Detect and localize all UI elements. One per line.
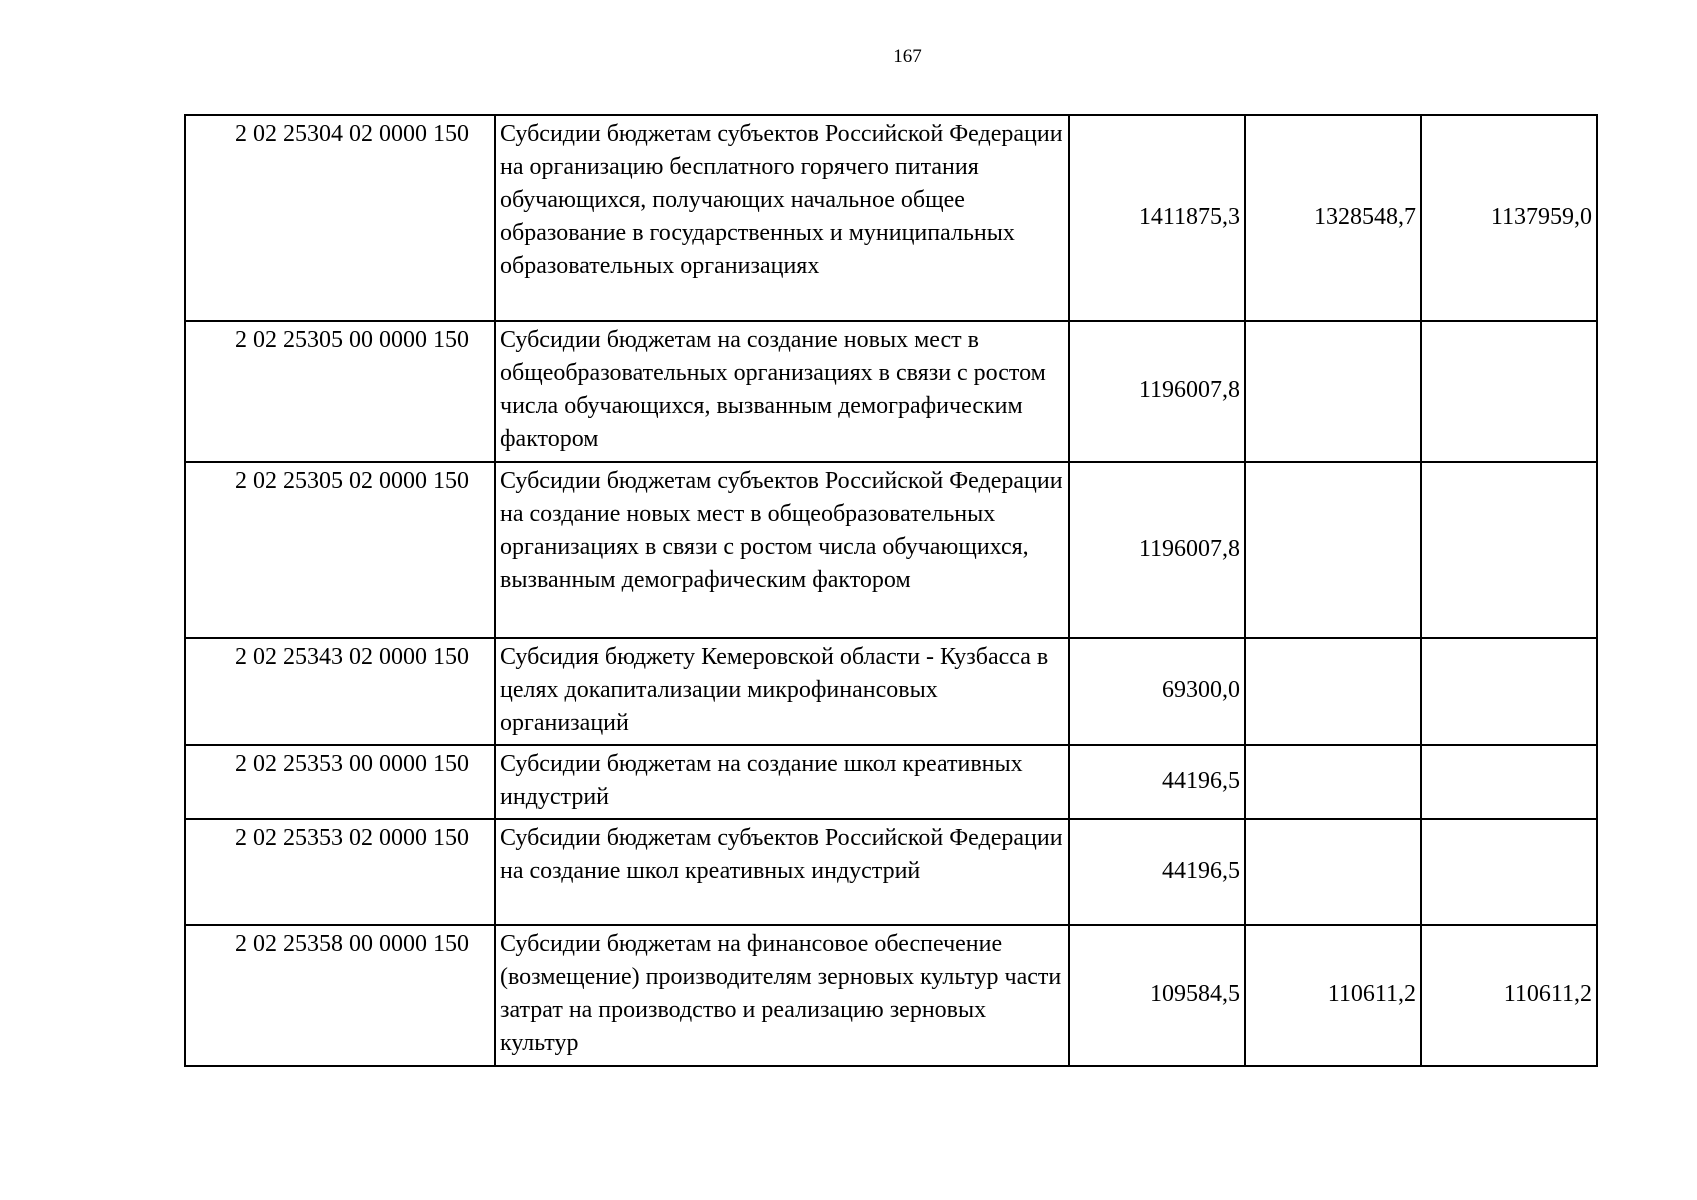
amount-year1-cell: 44196,5 bbox=[1069, 819, 1245, 925]
amount-year3-cell bbox=[1421, 638, 1597, 745]
page-number: 167 bbox=[893, 46, 922, 67]
income-name-cell: Субсидии бюджетам субъектов Российской Федерации на создание новых мест в общеобразовательных организациях в связи с ростом числа обучающихся, вызванным демографическим фактором bbox=[495, 462, 1069, 638]
table-row bbox=[185, 925, 1597, 1066]
amount-year2-cell bbox=[1245, 819, 1421, 925]
table-row bbox=[185, 115, 1597, 321]
amount-year1-cell: 1411875,3 bbox=[1069, 115, 1245, 321]
income-name-cell: Субсидии бюджетам на создание школ креативных индустрий bbox=[495, 745, 1069, 819]
budget-code-cell: 2 02 25305 00 0000 150 bbox=[185, 321, 495, 462]
table-row bbox=[185, 462, 1597, 638]
amount-year1-cell: 1196007,8 bbox=[1069, 321, 1245, 462]
income-name-cell: Субсидии бюджетам субъектов Российской Федерации на создание школ креативных индустрий bbox=[495, 819, 1069, 925]
amount-year3-cell bbox=[1421, 462, 1597, 638]
amount-year1-cell: 69300,0 bbox=[1069, 638, 1245, 745]
budget-code-cell: 2 02 25358 00 0000 150 bbox=[185, 925, 495, 1066]
income-name-cell: Субсидия бюджету Кемеровской области - Кузбасса в целях докапитализации микрофинансовых организаций bbox=[495, 638, 1069, 745]
amount-year1-cell: 109584,5 bbox=[1069, 925, 1245, 1066]
amount-year2-cell: 1328548,7 bbox=[1245, 115, 1421, 321]
budget-table bbox=[184, 114, 1598, 1067]
amount-year2-cell bbox=[1245, 638, 1421, 745]
table-row bbox=[185, 745, 1597, 819]
budget-code-cell: 2 02 25343 02 0000 150 bbox=[185, 638, 495, 745]
budget-code-cell: 2 02 25353 02 0000 150 bbox=[185, 819, 495, 925]
income-name-cell: Субсидии бюджетам на финансовое обеспечение (возмещение) производителям зерновых культур части затрат на производство и реализацию зерновых культур bbox=[495, 925, 1069, 1066]
amount-year2-cell bbox=[1245, 321, 1421, 462]
budget-code-cell: 2 02 25353 00 0000 150 bbox=[185, 745, 495, 819]
amount-year2-cell bbox=[1245, 745, 1421, 819]
amount-year2-cell: 110611,2 bbox=[1245, 925, 1421, 1066]
amount-year3-cell bbox=[1421, 321, 1597, 462]
amount-year2-cell bbox=[1245, 462, 1421, 638]
table-row bbox=[185, 819, 1597, 925]
amount-year3-cell: 1137959,0 bbox=[1421, 115, 1597, 321]
amount-year3-cell: 110611,2 bbox=[1421, 925, 1597, 1066]
income-name-cell: Субсидии бюджетам на создание новых мест в общеобразовательных организациях в связи с ростом числа обучающихся, вызванным демографическим фактором bbox=[495, 321, 1069, 462]
table-row bbox=[185, 321, 1597, 462]
table-row bbox=[185, 638, 1597, 745]
budget-code-cell: 2 02 25304 02 0000 150 bbox=[185, 115, 495, 321]
amount-year3-cell bbox=[1421, 819, 1597, 925]
amount-year3-cell bbox=[1421, 745, 1597, 819]
amount-year1-cell: 44196,5 bbox=[1069, 745, 1245, 819]
amount-year1-cell: 1196007,8 bbox=[1069, 462, 1245, 638]
budget-code-cell: 2 02 25305 02 0000 150 bbox=[185, 462, 495, 638]
income-name-cell: Субсидии бюджетам субъектов Российской Федерации на организацию бесплатного горячего питания обучающихся, получающих начальное общее образование в государственных и муниципальных образовательных организациях bbox=[495, 115, 1069, 321]
